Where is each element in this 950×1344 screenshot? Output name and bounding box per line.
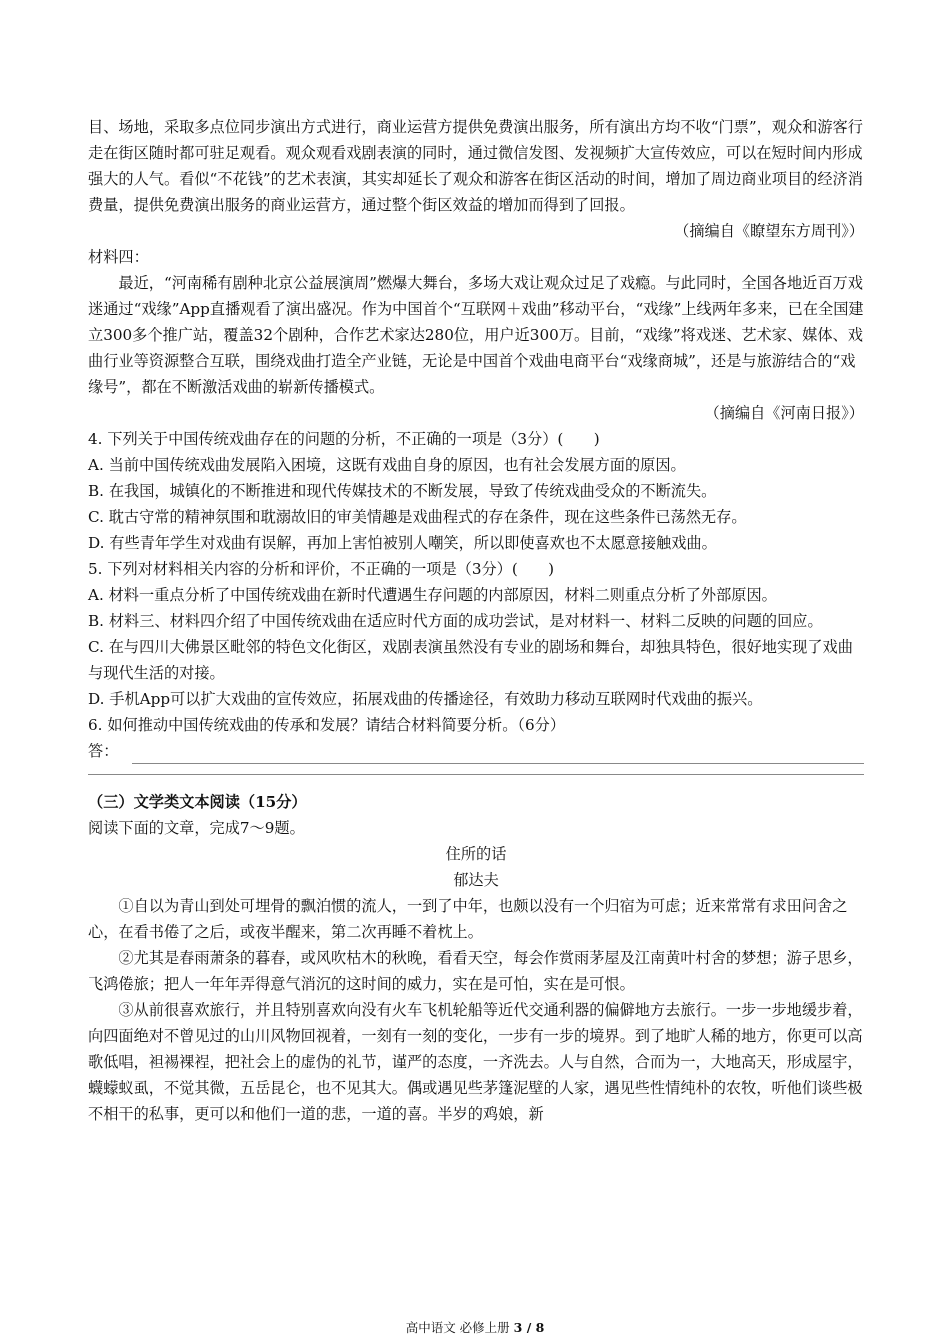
answer-line-2[interactable] <box>88 764 864 775</box>
footer-label: 高中语文 必修上册 <box>405 1320 514 1335</box>
page-number: 3 / 8 <box>513 1320 545 1335</box>
answer-line-1[interactable] <box>132 745 864 764</box>
question-5-option-c: C. 在与四川大佛景区毗邻的特色文化街区，戏剧表演虽然没有专业的剧场和舞台，却独具特色，很好地实现了戏曲与现代生活的对接。 <box>88 638 853 682</box>
article-title: 住所的话 <box>445 845 507 863</box>
article-author: 郁达夫 <box>453 871 499 889</box>
question-5 <box>88 556 864 712</box>
material3-source: （摘编自《瞭望东方周刊》） <box>674 222 864 240</box>
question-4-stem: 4. 下列关于中国传统戏曲存在的问题的分析，不正确的一项是（3分）( ) <box>88 430 600 448</box>
question-5-option-a: A. 材料一重点分析了中国传统戏曲在新时代遭遇生存问题的内部原因，材料二则重点分析了外部原因。 <box>88 586 777 604</box>
question-5-option-d: D. 手机App可以扩大戏曲的宣传效应，拓展戏曲的传播途径，有效助力移动互联网时代戏曲的振兴。 <box>88 690 763 708</box>
question-4-option-d: D. 有些青年学生对戏曲有误解，再加上害怕被别人嘲笑，所以即使喜欢也不太愿意接触戏曲。 <box>88 534 717 552</box>
exam-page <box>88 114 864 1127</box>
material4-source: （摘编自《河南日报》） <box>704 404 864 422</box>
article-paragraph-3: ③从前很喜欢旅行，并且特别喜欢向没有火车飞机轮船等近代交通利器的偏僻地方去旅行。一步一步地缓步着， 向四面绝对不曾见过的山川风物回视着，一刻有一刻的变化，一步有一步的境界。到了地旷人稀的地方，你更可以高歌低唱，袒裼裸裎，把社会上的虚伪的礼节，谨严的态度，一齐洗去。人与自然，合而为一，大地高天，形成屋宇，蠛蠓蚁虱，不觉其微，五岳昆仑，也不见其大。偶或遇见些茅篷泥壁的人家，遇见些性情纯朴的农牧，听他们谈些极不相干的私事，更可以和他们一道的悲，一道的喜。半岁的鸡娘，新 <box>88 1001 863 1123</box>
material4-body: 最近，“河南稀有剧种北京公益展演周”燃爆大舞台，多场大戏让观众过足了戏瘾。与此同时，全国各地近百万戏迷通过“戏缘”App直播观看了演出盛况。作为中国首个“互联网＋戏曲”移动平台，“戏缘”上线两年多来，已在全国建立300多个推广站，覆盖32个剧种，合作艺术家达280位，用户近300万。目前，“戏缘”将戏迷、艺术家、媒体、戏曲行业等资源整合互联，围绕戏曲打造全产业链，无论是中国首个戏曲电商平台“戏缘商城”，还是与旅游结合的“戏缘号”，都在不断激活戏曲的崭新传播模式。 <box>88 274 864 396</box>
material4-label: 材料四： <box>88 248 149 266</box>
material3-tail: 目、场地，采取多点位同步演出方式进行，商业运营方提供免费演出服务，所有演出方均不收“门票”，观众和游客行走在街区随时都可驻足观看。观众观看戏剧表演的同时，通过微信发图、发视频扩大宣传效应，可以在短时间内形成强大的人气。看似“不花钱”的艺术表演，其实却延长了观众和游客在街区活动的时间，增加了周边商业项目的经济消费量，提供免费演出服务的商业运营方，通过整个街区效益的增加而得到了回报。 <box>88 118 863 214</box>
answer-label: 答： <box>88 742 119 760</box>
question-6-stem: 6. 如何推动中国传统戏曲的传承和发展？请结合材料简要分析。（6分） <box>88 716 566 734</box>
question-4 <box>88 426 864 556</box>
question-4-option-a: A. 当前中国传统戏曲发展陷入困境，这既有戏曲自身的原因，也有社会发展方面的原因。 <box>88 456 686 474</box>
question-4-option-c: C. 耽古守常的精神氛围和耽溺故旧的审美情趣是戏曲程式的存在条件，现在这些条件已荡然无存。 <box>88 508 747 526</box>
question-5-stem: 5. 下列对材料相关内容的分析和评价，不正确的一项是（3分）( ) <box>88 560 555 578</box>
question-5-option-b: B. 材料三、材料四介绍了中国传统戏曲在适应时代方面的成功尝试，是对材料一、材料二反映的问题的回应。 <box>88 612 823 630</box>
section-literary-reading <box>88 789 864 1127</box>
question-4-option-b: B. 在我国，城镇化的不断推进和现代传媒技术的不断发展，导致了传统戏曲受众的不断流失。 <box>88 482 717 500</box>
article-paragraph-2: ②尤其是春雨萧条的暮春，或风吹枯木的秋晚，看看天空，每会作赏雨茅屋及江南黄叶村舍的梦想；游子思乡，飞鸿倦旅；把人一年年弄得意气消沉的这时间的威力，实在是可怕，实在是可恨。 <box>88 949 863 993</box>
section-instruction: 阅读下面的文章，完成7～9题。 <box>88 819 305 837</box>
answer-area[interactable] <box>88 738 864 764</box>
article-paragraph-1: ①自以为青山到处可埋骨的飘泊惯的流人，一到了中年，也颇以没有一个归宿为可虑；近来常常有求田问舍之心，在看书倦了之后，或夜半醒来，第二次再睡不着枕上。 <box>88 897 848 941</box>
question-6 <box>88 712 864 775</box>
section-heading: （三）文学类文本阅读（15分） <box>88 793 307 811</box>
page-footer <box>0 1318 950 1336</box>
